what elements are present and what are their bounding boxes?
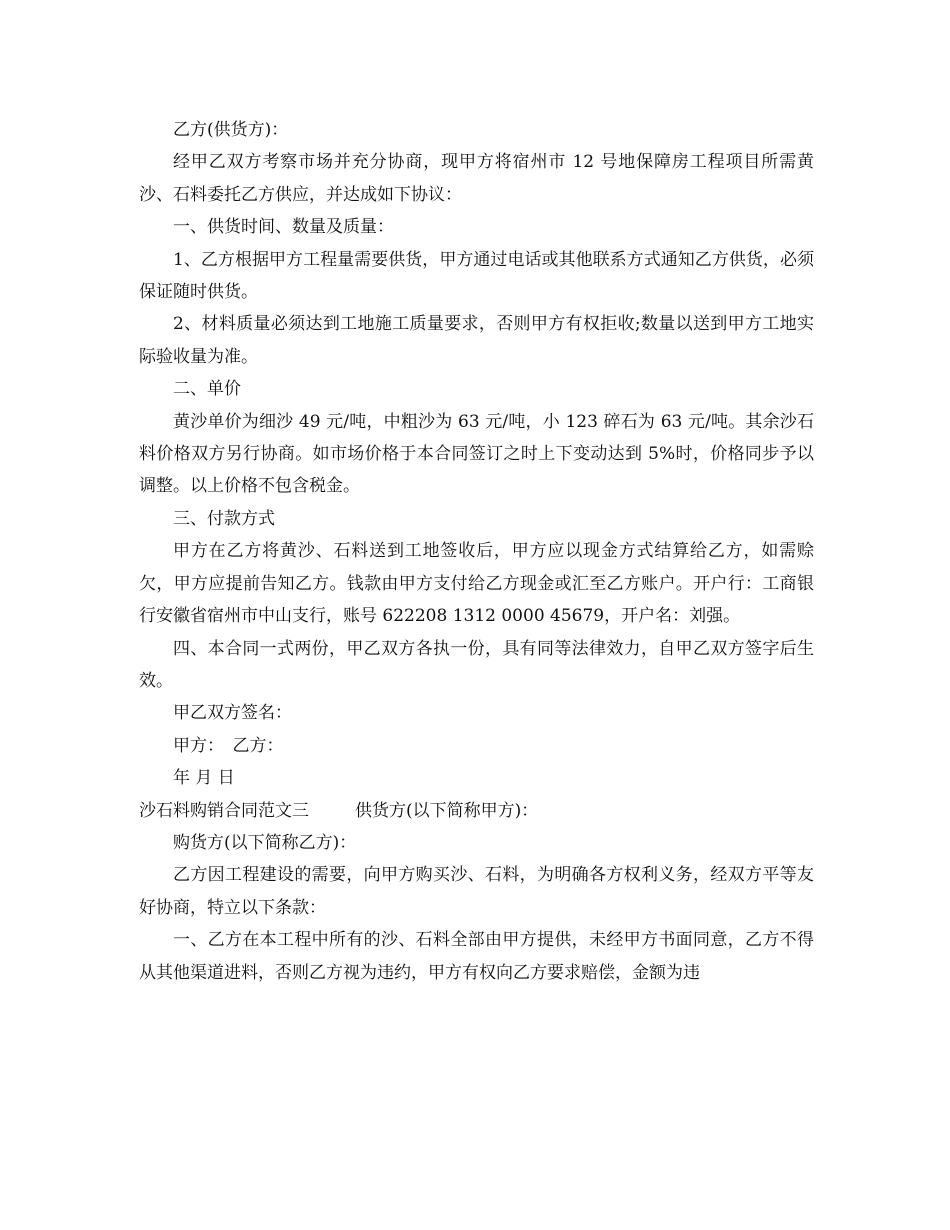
heading-payment: 三、付款方式 (173, 508, 275, 529)
paragraph-party-b: 乙方(供货方)： (173, 120, 289, 140)
paragraph-price: 黄沙单价为细沙 49 元/吨，中粗沙为 63 元/吨，小 123 碎石为 63 元/吨。其余沙石料价格双方另行协商。如市场价格于本合同签订之时上下变动达到 5%时，价格同步予以调整。以上价格不包含税金。 (139, 411, 814, 497)
paragraph-clause-2: 2、材料质量必须达到工地施工质量要求，否则甲方有权拒收;数量以送到甲方工地实际验收量为准。 (139, 314, 814, 367)
paragraph-intro: 经甲乙双方考察市场并充分协商，现甲方将宿州市 12 号地保障房工程项目所需黄沙、石料委托乙方供应，并达成如下协议： (139, 152, 814, 205)
section-title-supplier: 供货方(以下简称甲方)： (355, 800, 539, 821)
signature-heading: 甲乙双方签名： (173, 703, 292, 724)
paragraph-clause-exclusive: 一、乙方在本工程中所有的沙、石料全部由甲方提供，未经甲方书面同意，乙方不得从其他渠道进料，否则乙方视为违约，甲方有权向乙方要求赔偿，金额为违 (139, 930, 814, 983)
paragraph-buyer: 购货方(以下简称乙方)： (173, 832, 357, 853)
heading-supply-time: 一、供货时间、数量及质量： (173, 217, 394, 238)
section-title-line (139, 795, 814, 827)
signature-date: 年 月 日 (173, 768, 235, 789)
paragraph-clause-1: 1、乙方根据甲方工程量需要供货，甲方通过电话或其他联系方式通知乙方供货，必须保证随时供货。 (139, 249, 814, 303)
section-title: 沙石料购销合同范文三 (139, 800, 309, 821)
paragraph-purpose: 乙方因工程建设的需要，向甲方购买沙、石料，为明确各方权利义务，经双方平等友好协商，特立以下条款： (139, 865, 814, 918)
heading-unit-price: 二、单价 (173, 379, 241, 400)
signature-parties: 甲方： 乙方： (173, 735, 284, 756)
document-body (139, 114, 814, 989)
paragraph-payment: 甲方在乙方将黄沙、石料送到工地签收后，甲方应以现金方式结算给乙方，如需赊欠，甲方应提前告知乙方。钱款由甲方支付给乙方现金或汇至乙方账户。开户行：工商银行安徽省宿州市中山支行，账号 622208 1312 0000 45679，开户名：刘强。 (139, 541, 814, 627)
paragraph-copies: 四、本合同一式两份，甲乙双方各执一份，具有同等法律效力，自甲乙双方签字后生效。 (139, 638, 814, 691)
